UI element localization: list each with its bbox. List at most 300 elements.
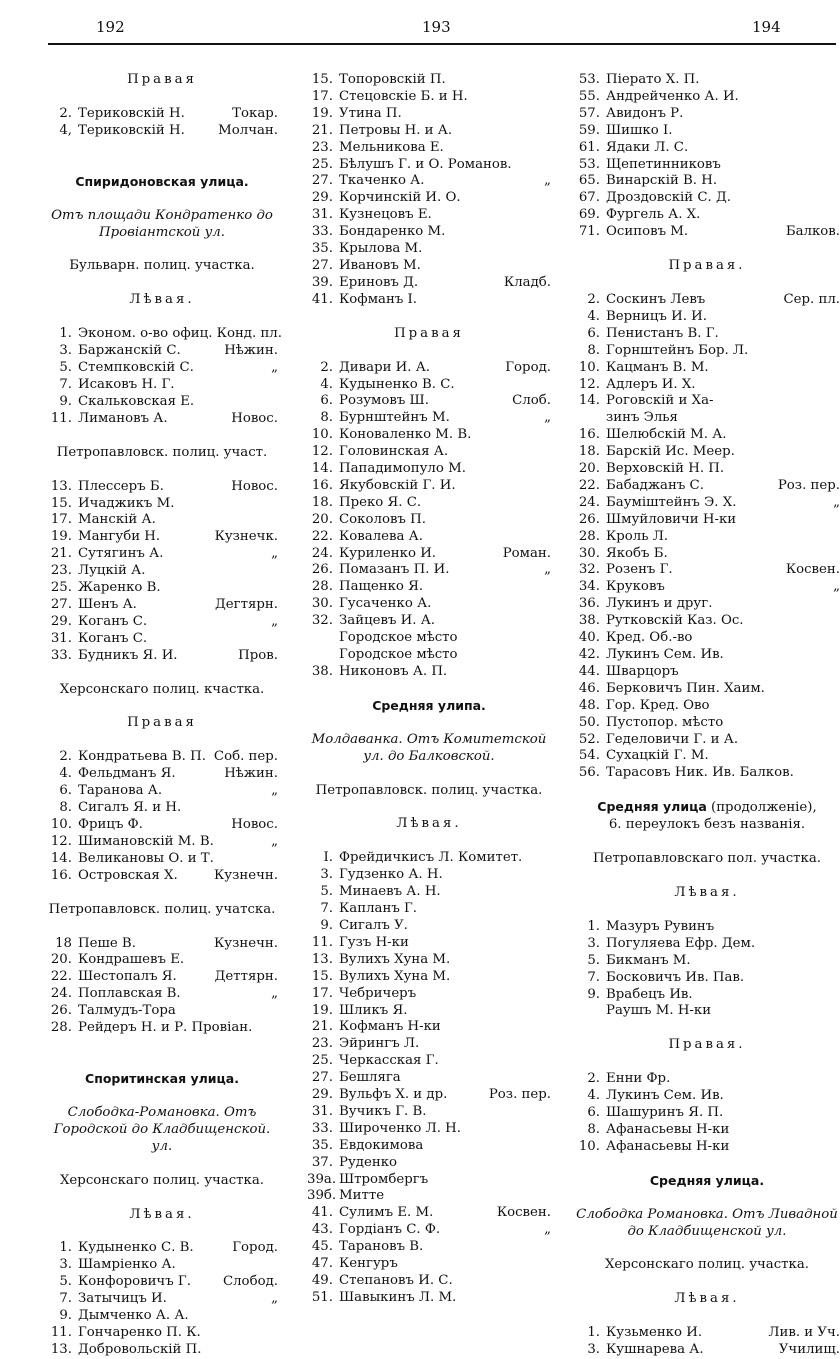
- house-number: 27.: [311, 173, 333, 189]
- resident-name: Плессеръ Б.: [78, 478, 164, 494]
- list-item: [574, 647, 840, 664]
- house-number: 17.: [50, 512, 72, 528]
- page-number-right: 194: [752, 18, 781, 36]
- house-number: 45.: [311, 1239, 333, 1255]
- resident-name: Босковичъ Ив. Пав.: [606, 969, 745, 985]
- house-number: 8.: [587, 1121, 600, 1137]
- location-note: Кузнечк.: [214, 529, 278, 545]
- house-number: 50.: [578, 714, 600, 730]
- spacer: [307, 309, 551, 326]
- location-note: Косвен.: [785, 562, 840, 578]
- list-item: [574, 410, 840, 427]
- resident-name: Руденко: [339, 1154, 398, 1170]
- resident-name: Поплавская В.: [78, 986, 181, 1002]
- list-item: [574, 343, 840, 360]
- list-item: [46, 952, 278, 969]
- list-item: [46, 969, 278, 986]
- house-number: 43.: [311, 1222, 333, 1238]
- list-item: [574, 377, 840, 394]
- list-item: [574, 579, 840, 596]
- resident-name: Ивановъ М.: [339, 257, 421, 273]
- resident-name: Кудыненко С. В.: [78, 1240, 194, 1256]
- resident-name: Пащенко Я.: [339, 579, 424, 595]
- spacer: [46, 191, 278, 208]
- list-item: [46, 580, 278, 597]
- list-item: [307, 850, 551, 867]
- house-number: 36.: [578, 596, 600, 612]
- house-number: 34.: [578, 579, 600, 595]
- list-item: [46, 597, 278, 614]
- resident-name: Ковалева А.: [339, 528, 423, 544]
- list-item: [307, 1188, 551, 1205]
- resident-name: Гор. Кред. Ово: [606, 697, 710, 713]
- section-caption: Петропавловск. полиц. участ.: [56, 444, 268, 460]
- list-item: [574, 512, 840, 529]
- house-number: 53.: [578, 72, 600, 87]
- list-item: [307, 224, 551, 241]
- resident-name: Раушъ М. Н-ки: [606, 1003, 712, 1019]
- resident-name: Рутковскій Каз. Ос.: [606, 613, 744, 629]
- spacer: [574, 834, 840, 851]
- resident-name: Сигалъ Я. и Н.: [78, 800, 182, 816]
- house-number: 3.: [587, 1342, 600, 1358]
- resident-name: Роговскій и Ха-: [606, 393, 714, 409]
- resident-name: Корчинскій И. О.: [339, 190, 461, 206]
- house-number: 4.: [587, 1088, 600, 1104]
- resident-name: Сухацкій Г. М.: [606, 748, 709, 764]
- house-number: 24.: [311, 545, 333, 561]
- house-number: 33.: [311, 1120, 333, 1136]
- spacer: [46, 1037, 278, 1054]
- resident-name: Гончаренко П. К.: [78, 1324, 201, 1340]
- spacer: [46, 1156, 278, 1173]
- list-item: [574, 72, 840, 89]
- house-number: 7.: [59, 1291, 72, 1307]
- resident-name: Афанасьевы Н-ки: [606, 1121, 730, 1137]
- house-number: 27.: [50, 596, 72, 612]
- list-item: [574, 123, 840, 140]
- resident-name: Лимановъ А.: [78, 410, 168, 426]
- list-item: [574, 309, 840, 326]
- house-number: 11.: [311, 934, 333, 950]
- spacer: [46, 275, 278, 292]
- list-item: [46, 1257, 278, 1274]
- resident-name: Пенистанъ В. Г.: [606, 325, 719, 341]
- list-item: [307, 1121, 551, 1138]
- house-number: 2.: [59, 105, 72, 121]
- list-item: [574, 748, 840, 765]
- house-number: 11.: [50, 1324, 72, 1340]
- house-number: 52.: [578, 731, 600, 747]
- section-caption: Херсонскаго полиц. кчастка.: [59, 681, 265, 697]
- house-number: 9.: [59, 393, 72, 409]
- resident-name: Погуляева Ефр. Дем.: [606, 935, 756, 951]
- list-item: [307, 1138, 551, 1155]
- resident-name: Вучикъ Г. В.: [339, 1103, 427, 1119]
- list-item: [574, 207, 840, 224]
- resident-name: Шамріенко А.: [78, 1257, 176, 1273]
- resident-name: Кред. Об.-во: [606, 630, 693, 646]
- resident-name: Кофманъ Н-ки: [339, 1019, 441, 1035]
- house-number: 41.: [311, 291, 333, 307]
- resident-name: Исаковъ Н. Г.: [78, 376, 175, 392]
- list-item: [46, 986, 278, 1003]
- list-item: [307, 1053, 551, 1070]
- resident-name: Добровольскій П.: [78, 1341, 202, 1357]
- house-number: 18.: [578, 444, 600, 460]
- list-item: [46, 834, 278, 851]
- list-item: [574, 444, 840, 461]
- house-number: 7.: [59, 376, 72, 392]
- house-number: 10.: [578, 359, 600, 375]
- list-item: [307, 410, 551, 427]
- list-item: [46, 648, 278, 665]
- house-number: 15.: [50, 495, 72, 511]
- house-number: 19.: [311, 1002, 333, 1018]
- resident-name: Геделовичи Г. и А.: [606, 731, 739, 747]
- house-number: 14.: [311, 461, 333, 477]
- house-number: 31.: [311, 207, 333, 223]
- location-note: Кузнечн.: [214, 935, 278, 951]
- spacer: [307, 766, 551, 783]
- location-note: Слобод.: [222, 1274, 278, 1290]
- location-note: Молчан.: [218, 122, 278, 138]
- street-description: Слободка-Романовка. Отъ Городской до Кладбищенской. ул.: [53, 1104, 271, 1154]
- house-number: 41.: [311, 1205, 333, 1221]
- resident-name: Затычицъ И.: [78, 1291, 167, 1307]
- column-2: [307, 72, 551, 1307]
- list-item: [574, 919, 840, 936]
- resident-name: Щепетинниковъ: [606, 156, 721, 172]
- list-item: [307, 393, 551, 410]
- list-item: [574, 140, 840, 157]
- resident-name: Черкасская Г.: [339, 1053, 439, 1069]
- spacer: [46, 885, 278, 902]
- location-note: Новос.: [231, 817, 278, 832]
- house-number: 25.: [311, 156, 333, 172]
- house-number: 69.: [578, 207, 600, 223]
- house-number: 39.: [311, 274, 333, 290]
- house-number: 59.: [578, 122, 600, 138]
- resident-name: Мангуби Н.: [78, 529, 161, 545]
- resident-name: Шашуринъ Я. П.: [606, 1105, 724, 1121]
- house-number: 38.: [578, 613, 600, 629]
- resident-name: Якубовскій Г. И.: [339, 477, 456, 493]
- resident-name: зинъ Элья: [606, 410, 678, 426]
- resident-name: Круковъ: [606, 579, 665, 595]
- house-number: 12.: [311, 444, 333, 460]
- resident-name: Якобъ Б.: [606, 545, 668, 561]
- list-item: [307, 969, 551, 986]
- list-item: [307, 546, 551, 563]
- list-item: [307, 89, 551, 106]
- resident-name: Шишко І.: [606, 122, 673, 138]
- list-item: [307, 157, 551, 174]
- house-number: 35.: [311, 1137, 333, 1153]
- list-item: [574, 190, 840, 207]
- spacer: [307, 799, 551, 816]
- house-number: 6.: [320, 393, 333, 409]
- list-item: [307, 1256, 551, 1273]
- house-number: 55.: [578, 88, 600, 104]
- house-number: [574, 1003, 606, 1020]
- house-number: 23.: [50, 563, 72, 579]
- resident-name: Конфоровичъ Г.: [78, 1274, 191, 1290]
- resident-name: Кенгуръ: [339, 1256, 398, 1272]
- house-number: 3.: [59, 1257, 72, 1273]
- house-number: 31.: [311, 1103, 333, 1119]
- resident-name: Жаренко В.: [78, 580, 161, 596]
- house-number: 26.: [578, 511, 600, 527]
- resident-name: Соскинъ Левъ: [606, 291, 706, 307]
- house-number: 4,: [59, 122, 72, 138]
- list-item: [46, 936, 278, 953]
- spacer: [307, 343, 551, 360]
- spacer: [574, 1054, 840, 1071]
- list-item: [307, 275, 551, 292]
- house-number: 8.: [320, 410, 333, 426]
- page-number-center: 193: [422, 18, 451, 36]
- house-number: 71.: [578, 224, 600, 240]
- house-number: 9.: [587, 986, 600, 1002]
- list-item: [46, 563, 278, 580]
- house-number: 20.: [311, 511, 333, 527]
- list-item: [307, 190, 551, 207]
- resident-name: Андрейченко А. И.: [606, 88, 739, 104]
- list-item: [46, 529, 278, 546]
- resident-name: Стемпковскій С.: [78, 360, 194, 376]
- resident-name: Головинская А.: [339, 444, 449, 460]
- list-item: [307, 106, 551, 123]
- house-number: [307, 630, 339, 647]
- page-header: [0, 0, 840, 44]
- spacer: [46, 1054, 278, 1071]
- location-note: Город.: [505, 359, 551, 375]
- house-number: 37.: [311, 1154, 333, 1170]
- resident-name: Вулихъ Хуна М.: [339, 951, 451, 967]
- list-item: [574, 546, 840, 563]
- resident-name: Авидонъ Р.: [606, 105, 684, 121]
- spacer: [307, 833, 551, 850]
- house-number: 18: [55, 935, 72, 951]
- list-item: [574, 562, 840, 579]
- resident-name: Утина П.: [339, 105, 402, 121]
- house-number: 1.: [59, 326, 72, 342]
- house-number: 6.: [587, 1105, 600, 1121]
- house-number: 28.: [578, 528, 600, 544]
- house-number: 29.: [311, 1087, 333, 1103]
- house-number: 22.: [311, 528, 333, 544]
- resident-name: Лукинъ Сем. Ив.: [606, 647, 724, 662]
- list-item: [46, 1325, 278, 1342]
- list-item: [307, 1087, 551, 1104]
- house-number: [307, 647, 339, 664]
- resident-name: Врабецъ Ив.: [606, 986, 693, 1002]
- resident-name: Сигалъ У.: [339, 917, 408, 933]
- list-item: [574, 732, 840, 749]
- location-note: Балков.: [785, 224, 840, 240]
- list-item: [307, 884, 551, 901]
- spacer: [574, 241, 840, 258]
- resident-name: Чебричеръ: [339, 985, 417, 1001]
- side-heading: Правая: [394, 325, 464, 341]
- house-number: 11.: [50, 410, 72, 426]
- house-number: 3.: [320, 867, 333, 883]
- house-number: 8.: [59, 800, 72, 816]
- list-item: [574, 461, 840, 478]
- list-item: [307, 1036, 551, 1053]
- section-caption: 6. переулокъ безъ названія.: [608, 817, 806, 833]
- spacer: [46, 1223, 278, 1240]
- list-item: [307, 427, 551, 444]
- list-item: [307, 1290, 551, 1307]
- list-item: [46, 343, 278, 360]
- house-number: 46.: [578, 680, 600, 696]
- list-item: [46, 512, 278, 529]
- house-number: 12.: [578, 376, 600, 392]
- house-number: 10.: [311, 427, 333, 443]
- house-number: 25.: [50, 580, 72, 596]
- house-number: 21.: [50, 546, 72, 562]
- house-number: 18.: [311, 494, 333, 510]
- resident-name: Преко Я. С.: [339, 494, 422, 510]
- street-heading: Споритинская улица.: [85, 1070, 239, 1086]
- resident-name: Штромбергъ: [339, 1171, 429, 1187]
- list-item: [46, 800, 278, 817]
- spacer: [46, 698, 278, 715]
- house-number: 25.: [311, 1053, 333, 1069]
- spacer: [574, 1274, 840, 1291]
- list-item: [574, 1139, 840, 1156]
- location-note: „: [833, 579, 840, 595]
- spacer: [46, 309, 278, 326]
- resident-name: Топоровскій П.: [339, 72, 446, 87]
- list-item: [46, 766, 278, 783]
- house-number: 5.: [587, 952, 600, 968]
- list-item: [307, 512, 551, 529]
- spacer: [574, 1156, 840, 1173]
- list-item: [307, 444, 551, 461]
- spacer: [574, 1020, 840, 1037]
- list-item: [307, 173, 551, 190]
- list-item: [574, 224, 840, 241]
- house-number: 29.: [311, 190, 333, 206]
- location-note: Нѣжин.: [224, 343, 278, 359]
- list-item: [574, 393, 840, 410]
- location-note: Училищ.: [778, 1342, 840, 1358]
- location-note: „: [544, 173, 551, 189]
- list-item: [307, 647, 551, 664]
- list-item: [46, 1274, 278, 1291]
- resident-name: Кудыненко В. С.: [339, 376, 455, 392]
- resident-name: Верницъ И. И.: [606, 308, 707, 324]
- resident-name: Стецовскіе Б. и Н.: [339, 88, 468, 104]
- resident-name: Шликъ Я.: [339, 1002, 408, 1018]
- list-item: [46, 851, 278, 868]
- house-number: 2.: [587, 1071, 600, 1087]
- side-heading: Правая: [127, 72, 197, 87]
- spacer: [574, 902, 840, 919]
- list-item: [46, 394, 278, 411]
- list-item: [307, 1205, 551, 1222]
- location-note: Новос.: [231, 410, 278, 426]
- resident-name: Кушнарева А.: [606, 1342, 704, 1358]
- resident-name: Фрейдичкисъ Л. Комитет.: [339, 850, 523, 866]
- house-number: 51.: [311, 1289, 333, 1305]
- house-number: 39а.: [307, 1171, 337, 1187]
- location-note: Город.: [232, 1240, 278, 1256]
- list-item: [307, 952, 551, 969]
- location-note: Новос.: [231, 478, 278, 494]
- list-item: [46, 326, 282, 343]
- spacer: [574, 1190, 840, 1207]
- resident-name: Манскій А.: [78, 512, 156, 528]
- house-number: [574, 410, 606, 427]
- list-item: [574, 715, 840, 732]
- house-number: 7.: [320, 901, 333, 917]
- resident-name: Барскій Ис. Меер.: [606, 444, 735, 460]
- resident-name: Фрицъ Ф.: [78, 817, 143, 832]
- house-number: 22.: [50, 969, 72, 985]
- list-item: [307, 1019, 551, 1036]
- house-number: 13.: [311, 951, 333, 967]
- list-item: [574, 1342, 840, 1359]
- resident-name: Ядаки Л. С.: [606, 139, 689, 155]
- resident-name: Городское мѣсто: [339, 647, 458, 662]
- house-number: 29.: [50, 613, 72, 629]
- resident-name: Кондрашевъ Е.: [78, 952, 185, 968]
- house-number: 2.: [320, 359, 333, 375]
- list-item: [307, 292, 551, 309]
- resident-name: Минаевъ А. Н.: [339, 884, 441, 900]
- resident-name: Луцкій А.: [78, 563, 146, 579]
- list-item: [307, 901, 551, 918]
- list-item: [307, 867, 551, 884]
- list-item: [574, 106, 840, 123]
- spacer: [46, 732, 278, 749]
- location-note: Косвен.: [496, 1205, 551, 1221]
- list-item: [46, 411, 278, 428]
- house-number: 21.: [311, 122, 333, 138]
- house-number: 9.: [320, 917, 333, 933]
- list-item: [574, 698, 840, 715]
- location-note: „: [271, 613, 278, 629]
- list-item: [307, 596, 551, 613]
- resident-name: Верховскій Н. П.: [606, 461, 725, 477]
- resident-name: Винарскій В. Н.: [606, 173, 718, 189]
- street-description: Слободка Романовка. Отъ Ливадной до Кладбищенской ул.: [576, 1206, 838, 1239]
- list-item: [574, 664, 840, 681]
- resident-name: Широченко Л. Н.: [339, 1120, 461, 1136]
- location-note: Нѣжин.: [224, 766, 278, 782]
- house-number: 12.: [50, 833, 72, 849]
- resident-name: Енни Фр.: [606, 1071, 671, 1087]
- resident-name: Бикманъ М.: [606, 952, 691, 968]
- list-item: [574, 1105, 840, 1122]
- location-note: Кладб.: [503, 274, 551, 290]
- spacer: [307, 681, 551, 698]
- house-number: 3.: [59, 343, 72, 359]
- spacer: [46, 665, 278, 682]
- list-item: [46, 817, 278, 834]
- list-item: [574, 630, 840, 647]
- location-note: Слоб.: [512, 393, 551, 409]
- list-item: [574, 970, 840, 987]
- house-number: І.: [323, 850, 333, 866]
- house-number: 33.: [311, 224, 333, 240]
- house-number: 27.: [311, 257, 333, 273]
- location-note: Кузнечн.: [214, 867, 278, 883]
